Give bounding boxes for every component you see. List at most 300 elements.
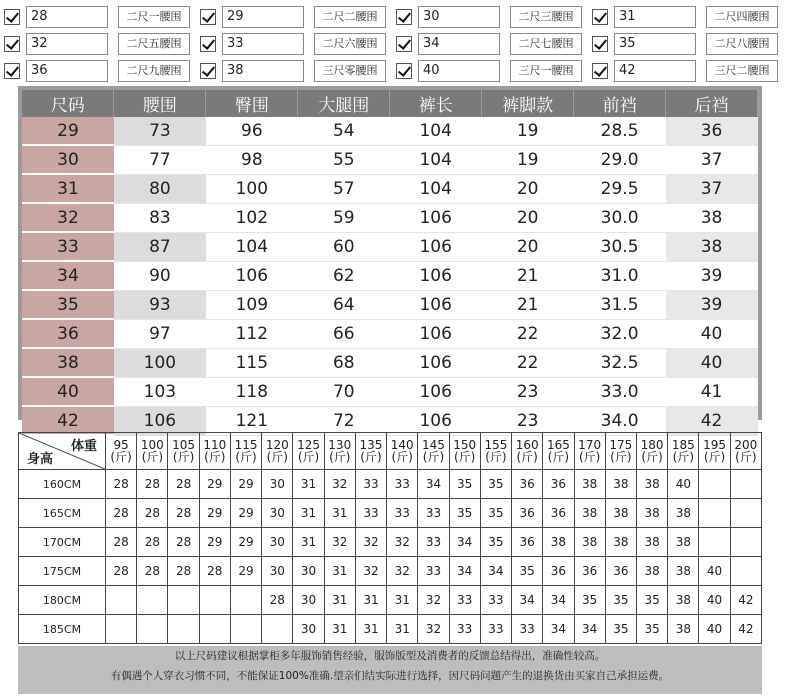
measure-cell: 20 — [482, 232, 574, 261]
measure-header-cell: 尺码 — [22, 90, 114, 117]
recommended-size-cell: 38 — [668, 615, 699, 644]
weight-header-cell — [418, 433, 449, 470]
weight-header-cell — [480, 433, 511, 470]
recommended-size-cell — [230, 615, 261, 644]
recommended-size-cell: 32 — [324, 470, 355, 499]
recommended-size-cell: 34 — [449, 557, 480, 586]
measure-cell: 20 — [482, 203, 574, 232]
recommended-size-cell — [106, 615, 137, 644]
measurement-header-row — [22, 90, 758, 117]
recommended-size-cell: 28 — [168, 557, 199, 586]
recommended-size-cell: 38 — [636, 499, 667, 528]
measure-cell: 73 — [114, 117, 206, 145]
recommended-size-cell: 42 — [730, 586, 761, 615]
size-option[interactable] — [4, 60, 194, 82]
table-row — [19, 528, 762, 557]
weight-value: 140 — [390, 438, 414, 452]
measure-cell: 31 — [22, 174, 114, 203]
recommended-size-cell — [699, 499, 730, 528]
checkbox-checked-icon[interactable] — [396, 63, 412, 79]
recommended-size-cell — [730, 557, 761, 586]
recommended-size-cell: 28 — [168, 528, 199, 557]
measure-cell: 77 — [114, 145, 206, 174]
size-value-box: 35 — [614, 33, 696, 55]
size-value-box: 28 — [26, 6, 108, 28]
weight-header-cell — [730, 433, 761, 470]
measure-cell: 32.0 — [574, 319, 666, 348]
weight-unit: (斤) — [547, 450, 570, 464]
measure-cell: 34.0 — [574, 406, 666, 435]
weight-value: 120 — [265, 438, 289, 452]
weight-unit: (斤) — [610, 450, 632, 464]
measure-cell: 19 — [482, 145, 574, 174]
recommended-size-cell — [699, 528, 730, 557]
weight-unit: (斤) — [360, 450, 382, 464]
measure-cell: 100 — [206, 174, 298, 203]
measure-cell: 104 — [206, 232, 298, 261]
recommended-size-cell: 32 — [418, 586, 449, 615]
weight-unit: (斤) — [454, 450, 476, 464]
checkbox-checked-icon[interactable] — [396, 9, 412, 25]
size-value-box: 31 — [614, 6, 696, 28]
measure-cell: 41 — [666, 377, 758, 406]
table-row — [22, 174, 758, 203]
recommended-size-cell: 29 — [230, 528, 261, 557]
measure-cell: 28.5 — [574, 117, 666, 145]
table-row — [22, 145, 758, 174]
recommended-size-cell: 38 — [636, 528, 667, 557]
weight-value: 125 — [297, 438, 320, 452]
size-value-box: 38 — [222, 60, 304, 82]
measure-cell: 37 — [666, 174, 758, 203]
measure-cell: 104 — [390, 174, 482, 203]
measure-cell: 90 — [114, 261, 206, 290]
recommended-size-cell: 42 — [730, 615, 761, 644]
weight-unit: (斤) — [204, 450, 226, 464]
recommended-size-cell: 31 — [293, 499, 324, 528]
weight-value: 130 — [328, 438, 352, 452]
recommended-size-cell: 38 — [668, 557, 699, 586]
recommended-size-cell: 36 — [512, 528, 543, 557]
table-corner-header — [19, 433, 106, 470]
size-option[interactable] — [4, 6, 194, 28]
measure-cell: 30 — [22, 145, 114, 174]
measure-cell: 33 — [22, 232, 114, 261]
recommended-size-cell: 31 — [387, 615, 418, 644]
height-cell: 185CM — [19, 615, 106, 644]
recommended-size-cell: 28 — [168, 470, 199, 499]
measure-cell: 22 — [482, 348, 574, 377]
footer-note — [18, 646, 762, 694]
recommended-size-cell: 38 — [668, 586, 699, 615]
measure-cell: 20 — [482, 174, 574, 203]
weight-header-cell — [449, 433, 480, 470]
measure-cell: 68 — [298, 348, 390, 377]
measure-cell: 42 — [666, 406, 758, 435]
weight-unit: (斤) — [578, 450, 601, 464]
weight-header-cell — [262, 433, 293, 470]
measure-cell: 21 — [482, 290, 574, 319]
measure-cell: 102 — [206, 203, 298, 232]
measurement-table — [22, 90, 758, 436]
table-row — [22, 377, 758, 406]
checkbox-checked-icon[interactable] — [4, 36, 20, 52]
recommended-size-cell: 36 — [512, 499, 543, 528]
table-row — [19, 557, 762, 586]
recommended-size-cell: 35 — [636, 615, 667, 644]
recommended-size-cell: 40 — [668, 470, 699, 499]
weight-header-cell — [699, 433, 730, 470]
size-option[interactable] — [592, 33, 782, 55]
measure-cell: 38 — [666, 203, 758, 232]
recommended-size-cell: 38 — [668, 499, 699, 528]
weight-value: 105 — [172, 438, 196, 452]
measure-cell: 40 — [666, 319, 758, 348]
weight-unit: (斤) — [110, 450, 132, 464]
recommended-size-cell: 35 — [449, 499, 480, 528]
footer-line-2: 有偶遇个人穿衣习惯不同，不能保证100%准确.望亲们结实际进行选择，因尺码问题产生的退换货由买家自己承担运费。 — [110, 670, 670, 682]
recommended-size-cell: 38 — [636, 557, 667, 586]
measure-cell: 70 — [298, 377, 390, 406]
footer-line-1: 以上尺码建议根据掌柜多年服饰销售经验，服饰版型及消费者的反馈总结得出，准确性较高。 — [174, 650, 606, 662]
recommended-size-cell: 34 — [480, 557, 511, 586]
weight-header-cell — [324, 433, 355, 470]
recommended-size-cell: 35 — [605, 615, 636, 644]
height-cell: 170CM — [19, 528, 106, 557]
measure-cell: 104 — [390, 145, 482, 174]
recommended-size-cell: 29 — [230, 557, 261, 586]
checkbox-checked-icon[interactable] — [4, 63, 20, 79]
measure-cell: 109 — [206, 290, 298, 319]
measure-cell: 29.5 — [574, 174, 666, 203]
recommended-size-cell: 33 — [387, 499, 418, 528]
weight-unit: (斤) — [329, 450, 351, 464]
recommended-size-cell: 32 — [387, 557, 418, 586]
measure-cell: 29 — [22, 117, 114, 145]
weight-value: 100 — [140, 438, 164, 452]
weight-unit: (斤) — [235, 450, 257, 464]
recommended-size-cell: 38 — [636, 470, 667, 499]
recommended-size-cell: 28 — [137, 499, 168, 528]
recommended-size-cell — [168, 586, 199, 615]
checkbox-checked-icon[interactable] — [200, 63, 216, 79]
measure-cell: 106 — [390, 232, 482, 261]
measure-cell: 106 — [390, 290, 482, 319]
checkbox-checked-icon[interactable] — [592, 9, 608, 25]
measure-cell: 40 — [666, 348, 758, 377]
weight-header-cell — [106, 433, 137, 470]
recommended-size-cell: 36 — [543, 470, 574, 499]
weight-header-cell — [543, 433, 574, 470]
measure-cell: 106 — [390, 261, 482, 290]
weight-value: 185 — [671, 438, 695, 452]
recommended-size-cell: 30 — [262, 499, 293, 528]
measurement-panel — [18, 86, 762, 431]
recommended-size-cell — [262, 615, 293, 644]
weight-header-cell — [137, 433, 168, 470]
table-row — [22, 319, 758, 348]
measure-cell: 57 — [298, 174, 390, 203]
recommended-size-cell: 31 — [355, 586, 386, 615]
measure-cell: 121 — [206, 406, 298, 435]
table-row — [22, 261, 758, 290]
weight-value: 200 — [734, 438, 758, 452]
measure-cell: 55 — [298, 145, 390, 174]
recommended-size-cell: 33 — [480, 586, 511, 615]
measure-cell: 106 — [114, 406, 206, 435]
measure-cell: 112 — [206, 319, 298, 348]
recommended-size-cell: 38 — [605, 528, 636, 557]
size-option[interactable] — [200, 33, 390, 55]
size-option[interactable] — [396, 6, 586, 28]
size-option[interactable] — [200, 60, 390, 82]
recommended-size-cell: 33 — [355, 470, 386, 499]
recommended-size-cell: 32 — [355, 557, 386, 586]
recommended-size-cell: 34 — [543, 586, 574, 615]
measure-cell: 39 — [666, 261, 758, 290]
measure-cell: 29.0 — [574, 145, 666, 174]
weight-header-cell — [636, 433, 667, 470]
recommended-size-cell: 28 — [137, 557, 168, 586]
recommended-size-cell: 28 — [199, 557, 230, 586]
table-row — [22, 348, 758, 377]
measure-cell: 36 — [22, 319, 114, 348]
size-option[interactable] — [200, 6, 390, 28]
waist-label-box: 二尺四腰围 — [706, 6, 778, 28]
measure-cell: 60 — [298, 232, 390, 261]
recommended-size-cell: 35 — [512, 557, 543, 586]
waist-label-box: 二尺八腰围 — [706, 33, 778, 55]
weight-value: 160 — [515, 438, 539, 452]
recommended-size-cell: 38 — [574, 470, 605, 499]
weight-value: 180 — [640, 438, 664, 452]
measure-cell: 103 — [114, 377, 206, 406]
table-row — [22, 290, 758, 319]
size-option[interactable] — [592, 6, 782, 28]
recommended-size-cell: 30 — [262, 557, 293, 586]
checkbox-checked-icon[interactable] — [592, 63, 608, 79]
size-value-box: 30 — [418, 6, 500, 28]
waist-label-box: 二尺一腰围 — [118, 6, 190, 28]
checkbox-checked-icon[interactable] — [200, 36, 216, 52]
recommended-size-cell: 31 — [293, 470, 324, 499]
weight-header-cell — [605, 433, 636, 470]
table-row — [22, 232, 758, 261]
weight-header-cell — [387, 433, 418, 470]
size-value-box: 36 — [26, 60, 108, 82]
recommended-size-cell: 36 — [512, 470, 543, 499]
recommended-size-cell: 33 — [480, 615, 511, 644]
size-value-box: 40 — [418, 60, 500, 82]
recommended-size-cell: 40 — [699, 586, 730, 615]
measure-header-cell: 裤长 — [390, 90, 482, 117]
measure-cell: 40 — [22, 377, 114, 406]
recommended-size-cell: 33 — [449, 615, 480, 644]
recommended-size-cell — [106, 586, 137, 615]
measure-cell: 106 — [390, 203, 482, 232]
recommended-size-cell — [730, 528, 761, 557]
recommended-size-cell: 35 — [480, 499, 511, 528]
recommended-size-cell: 29 — [199, 499, 230, 528]
recommended-size-cell — [730, 499, 761, 528]
recommended-size-cell: 34 — [574, 615, 605, 644]
recommended-size-cell — [199, 615, 230, 644]
recommended-size-cell: 30 — [262, 528, 293, 557]
measure-header-cell: 裤脚款 — [482, 90, 574, 117]
recommended-size-cell: 33 — [418, 528, 449, 557]
measure-header-cell: 腰围 — [114, 90, 206, 117]
waist-label-box: 三尺一腰围 — [510, 60, 582, 82]
recommended-size-cell: 28 — [106, 557, 137, 586]
recommended-size-cell: 33 — [512, 615, 543, 644]
measure-cell: 21 — [482, 261, 574, 290]
recommended-size-cell: 31 — [293, 528, 324, 557]
weight-unit: (斤) — [703, 450, 726, 464]
checkbox-checked-icon[interactable] — [4, 9, 20, 25]
recommended-size-cell: 35 — [574, 586, 605, 615]
recommended-size-cell: 31 — [324, 615, 355, 644]
recommended-size-cell: 38 — [605, 470, 636, 499]
weight-unit: (斤) — [391, 450, 413, 464]
recommended-size-cell: 28 — [137, 470, 168, 499]
weight-unit: (斤) — [422, 450, 445, 464]
weight-value: 155 — [484, 438, 508, 452]
weight-value: 170 — [578, 438, 602, 452]
recommended-size-cell: 33 — [387, 470, 418, 499]
recommended-size-cell: 29 — [199, 470, 230, 499]
measure-cell: 23 — [482, 377, 574, 406]
weight-value: 95 — [113, 438, 129, 452]
recommended-size-cell: 32 — [355, 528, 386, 557]
measure-cell: 35 — [22, 290, 114, 319]
weight-unit: (斤) — [672, 450, 695, 464]
size-value-box: 29 — [222, 6, 304, 28]
weight-value: 195 — [703, 438, 727, 452]
recommended-size-cell: 35 — [605, 586, 636, 615]
recommended-size-cell: 31 — [324, 499, 355, 528]
measure-cell: 106 — [390, 406, 482, 435]
measure-cell: 39 — [666, 290, 758, 319]
measure-cell: 118 — [206, 377, 298, 406]
measure-cell: 42 — [22, 406, 114, 435]
measure-cell: 31.5 — [574, 290, 666, 319]
recommended-size-cell: 31 — [324, 557, 355, 586]
weight-value: 135 — [359, 438, 383, 452]
height-cell: 165CM — [19, 499, 106, 528]
recommended-size-cell: 33 — [449, 586, 480, 615]
table-row — [19, 499, 762, 528]
recommended-size-cell: 34 — [418, 470, 449, 499]
measure-header-cell: 臀围 — [206, 90, 298, 117]
weight-header-cell — [512, 433, 543, 470]
waist-label-box: 三尺二腰围 — [706, 60, 778, 82]
measure-cell: 80 — [114, 174, 206, 203]
measure-cell: 19 — [482, 117, 574, 145]
weight-header-cell — [574, 433, 605, 470]
recommended-size-cell: 33 — [355, 499, 386, 528]
checkbox-checked-icon[interactable] — [592, 36, 608, 52]
weight-unit: (斤) — [641, 450, 663, 464]
recommended-size-cell: 35 — [449, 470, 480, 499]
checkbox-checked-icon[interactable] — [200, 9, 216, 25]
height-cell: 180CM — [19, 586, 106, 615]
recommended-size-cell: 29 — [230, 470, 261, 499]
recommended-size-cell: 36 — [574, 557, 605, 586]
size-recommendation-table — [18, 432, 762, 644]
height-cell: 160CM — [19, 470, 106, 499]
recommended-size-cell: 35 — [480, 528, 511, 557]
recommended-size-cell: 29 — [230, 499, 261, 528]
weight-header-cell — [668, 433, 699, 470]
recommended-size-cell: 28 — [137, 528, 168, 557]
recommended-size-cell: 30 — [293, 586, 324, 615]
measure-cell: 54 — [298, 117, 390, 145]
measure-cell: 30.0 — [574, 203, 666, 232]
weight-header-cell — [293, 433, 324, 470]
table-row — [22, 117, 758, 145]
recommended-size-cell: 28 — [106, 528, 137, 557]
measure-cell: 106 — [390, 319, 482, 348]
measure-cell: 34 — [22, 261, 114, 290]
height-axis-label: 身高 — [27, 452, 54, 467]
measure-cell: 106 — [206, 261, 298, 290]
weight-axis-label: 体重 — [70, 439, 97, 454]
weight-unit: (斤) — [735, 450, 757, 464]
table-row — [22, 203, 758, 232]
recommended-size-cell — [137, 586, 168, 615]
measure-cell: 32.5 — [574, 348, 666, 377]
measure-cell: 59 — [298, 203, 390, 232]
size-option[interactable] — [396, 60, 586, 82]
measure-cell: 36 — [666, 117, 758, 145]
waist-label-box: 二尺五腰围 — [118, 33, 190, 55]
recommended-size-cell: 32 — [387, 528, 418, 557]
size-option[interactable] — [592, 60, 782, 82]
recommended-size-cell: 34 — [512, 586, 543, 615]
measure-cell: 83 — [114, 203, 206, 232]
waist-label-box: 二尺九腰围 — [118, 60, 190, 82]
recommended-size-cell: 28 — [106, 499, 137, 528]
measure-header-cell: 大腿围 — [298, 90, 390, 117]
recommended-size-cell — [199, 586, 230, 615]
measure-cell: 97 — [114, 319, 206, 348]
recommended-size-cell: 40 — [699, 615, 730, 644]
height-cell: 175CM — [19, 557, 106, 586]
measure-cell: 98 — [206, 145, 298, 174]
measure-cell: 22 — [482, 319, 574, 348]
weight-unit: (斤) — [297, 450, 320, 464]
weight-value: 165 — [546, 438, 570, 452]
recommended-size-cell: 28 — [168, 499, 199, 528]
recommended-size-cell: 36 — [543, 499, 574, 528]
measure-cell: 100 — [114, 348, 206, 377]
measure-header-cell: 前裆 — [574, 90, 666, 117]
weight-unit: (斤) — [485, 450, 507, 464]
recommended-size-cell — [168, 615, 199, 644]
measure-cell: 64 — [298, 290, 390, 319]
checkbox-checked-icon[interactable] — [396, 36, 412, 52]
recommended-size-cell: 38 — [668, 528, 699, 557]
recommended-size-cell: 33 — [418, 557, 449, 586]
size-value-box: 33 — [222, 33, 304, 55]
measure-cell: 106 — [390, 348, 482, 377]
waist-label-box: 二尺七腰围 — [510, 33, 582, 55]
measure-cell: 32 — [22, 203, 114, 232]
size-option[interactable] — [396, 33, 586, 55]
size-option[interactable] — [4, 33, 194, 55]
measure-header-cell: 后裆 — [666, 90, 758, 117]
measure-cell: 96 — [206, 117, 298, 145]
